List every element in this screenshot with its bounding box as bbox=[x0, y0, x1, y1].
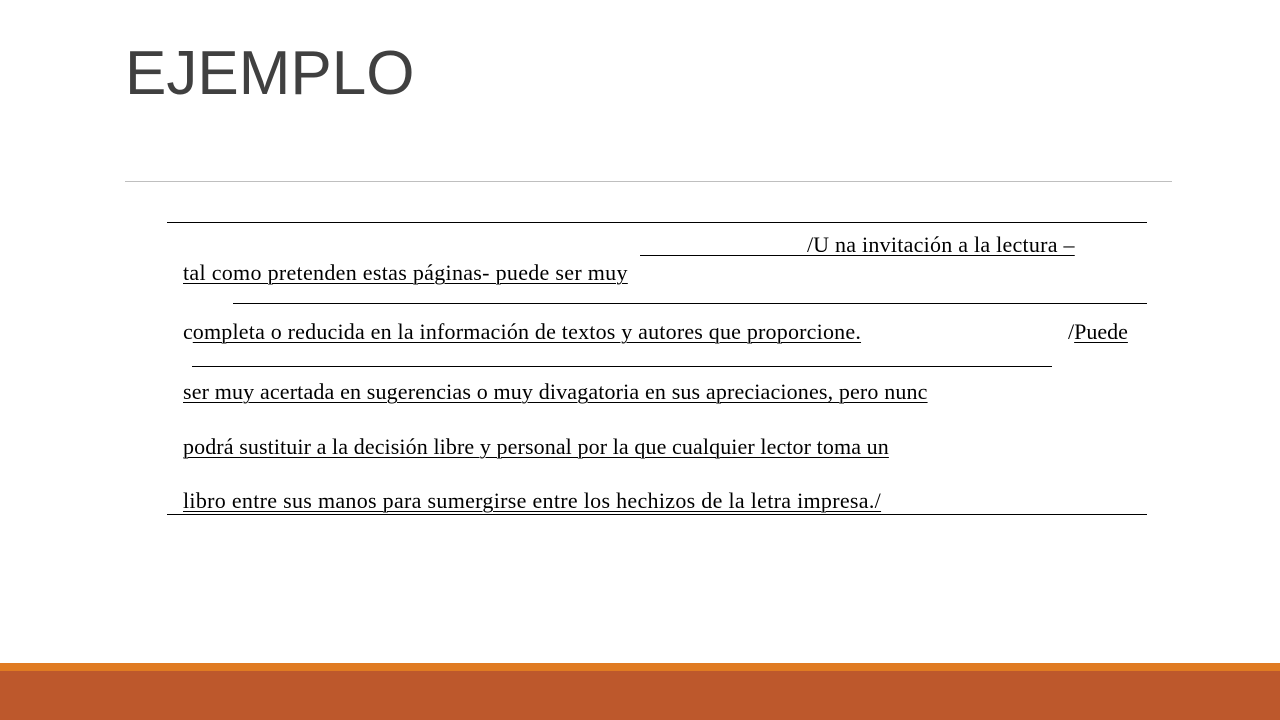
footer-band bbox=[0, 671, 1280, 720]
document-bottom-border bbox=[167, 514, 1147, 515]
text-line-3 bbox=[183, 319, 861, 345]
text-line-3-tail bbox=[1068, 319, 1128, 345]
segment-slash: / bbox=[807, 232, 814, 257]
footer-accent-stripe bbox=[0, 663, 1280, 671]
document-top-border bbox=[167, 222, 1147, 223]
segment-slash: / bbox=[1068, 319, 1075, 344]
slide-title: EJEMPLO bbox=[125, 39, 415, 108]
text-line-1 bbox=[807, 232, 1075, 258]
title-divider bbox=[125, 181, 1172, 182]
blank-line bbox=[233, 303, 1147, 304]
text-line-6: libro entre sus manos para sumergirse entre los hechizos de la letra impresa./ bbox=[183, 488, 882, 513]
segment-text: ompleta o reducida en la información de textos y autores que proporcione. bbox=[192, 319, 862, 344]
text-line-2: tal como pretenden estas páginas- puede ser muy bbox=[183, 260, 628, 285]
segment-lead: c bbox=[183, 319, 193, 344]
blank-line bbox=[192, 366, 1052, 367]
segment-text: U na invitación a la lectura – bbox=[813, 232, 1075, 257]
segment-text: Puede bbox=[1074, 319, 1128, 344]
text-line-4: ser muy acertada en sugerencias o muy divagatoria en sus apreciaciones, pero nunc bbox=[183, 379, 928, 404]
text-line-5: podrá sustituir a la decisión libre y personal por la que cualquier lector toma un bbox=[183, 434, 889, 459]
